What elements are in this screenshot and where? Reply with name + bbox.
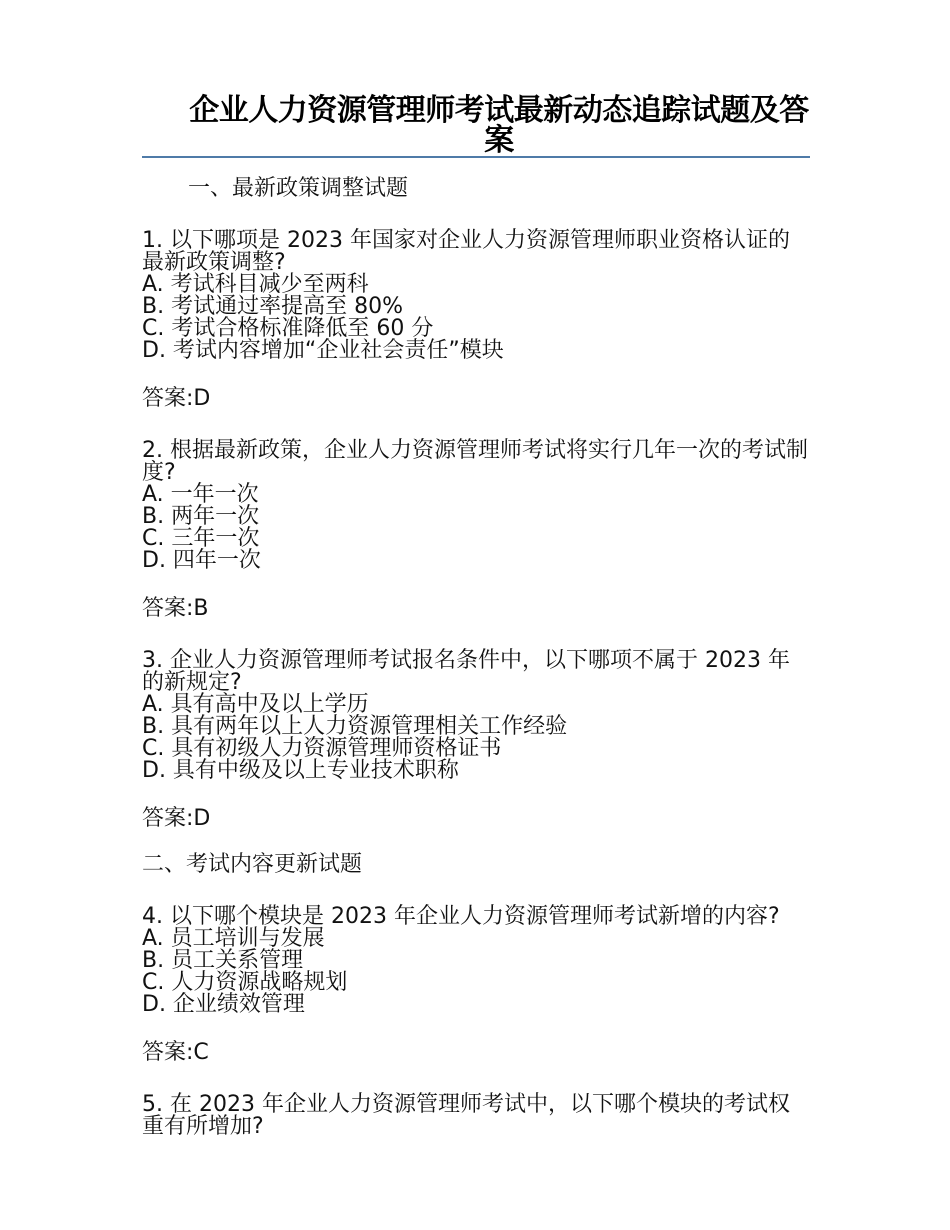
option-b: B. 具有两年以上人力资源管理相关工作经验 [142,714,568,739]
option-list [142,694,810,782]
option-list [142,274,810,362]
option-d: D. 四年一次 [142,548,261,573]
option-a: A. 考试科目减少至两科 [142,272,369,297]
option-d: D. 企业绩效管理 [142,992,305,1017]
answer: 答案:D [142,806,211,831]
answer: 答案:D [142,386,211,411]
document-page [142,93,810,1139]
option-a: A. 员工培训与发展 [142,926,325,951]
option-b: B. 考试通过率提高至 80% [142,294,403,319]
question-2 [142,440,810,622]
option-d: D. 具有中级及以上专业技术职称 [142,758,459,783]
question-4 [142,906,810,1066]
option-a: A. 具有高中及以上学历 [142,692,369,717]
option-c: C. 考试合格标准降低至 60 分 [142,316,434,341]
question-text: 3. 企业人力资源管理师考试报名条件中，以下哪项不属于 2023 年的新规定? [142,648,790,695]
question-1 [142,230,810,412]
option-d: D. 考试内容增加“企业社会责任”模块 [142,338,504,363]
option-list [142,484,810,572]
option-b: B. 两年一次 [142,504,260,529]
question-text: 1. 以下哪项是 2023 年国家对企业人力资源管理师职业资格认证的最新政策调整? [142,228,790,275]
option-a: A. 一年一次 [142,482,259,507]
option-c: C. 人力资源战略规划 [142,970,348,995]
section-heading-policy: 一、最新政策调整试题 [188,176,409,201]
question-text: 5. 在 2023 年企业人力资源管理师考试中，以下哪个模块的考试权重有所增加? [142,1092,790,1139]
question-text: 4. 以下哪个模块是 2023 年企业人力资源管理师考试新增的内容? [142,904,780,929]
answer: 答案:B [142,596,209,621]
option-c: C. 具有初级人力资源管理师资格证书 [142,736,502,761]
section-heading-content: 二、考试内容更新试题 [142,852,363,877]
option-b: B. 员工关系管理 [142,948,304,973]
question-3 [142,650,810,832]
question-text: 2. 根据最新政策，企业人力资源管理师考试将实行几年一次的考试制度? [142,438,808,485]
option-list [142,928,810,1016]
question-5 [142,1094,810,1138]
answer: 答案:C [142,1040,209,1065]
document-title: 企业人力资源管理师考试最新动态追踪试题及答案 [189,93,809,158]
title-divider [142,156,810,158]
option-c: C. 三年一次 [142,526,260,551]
